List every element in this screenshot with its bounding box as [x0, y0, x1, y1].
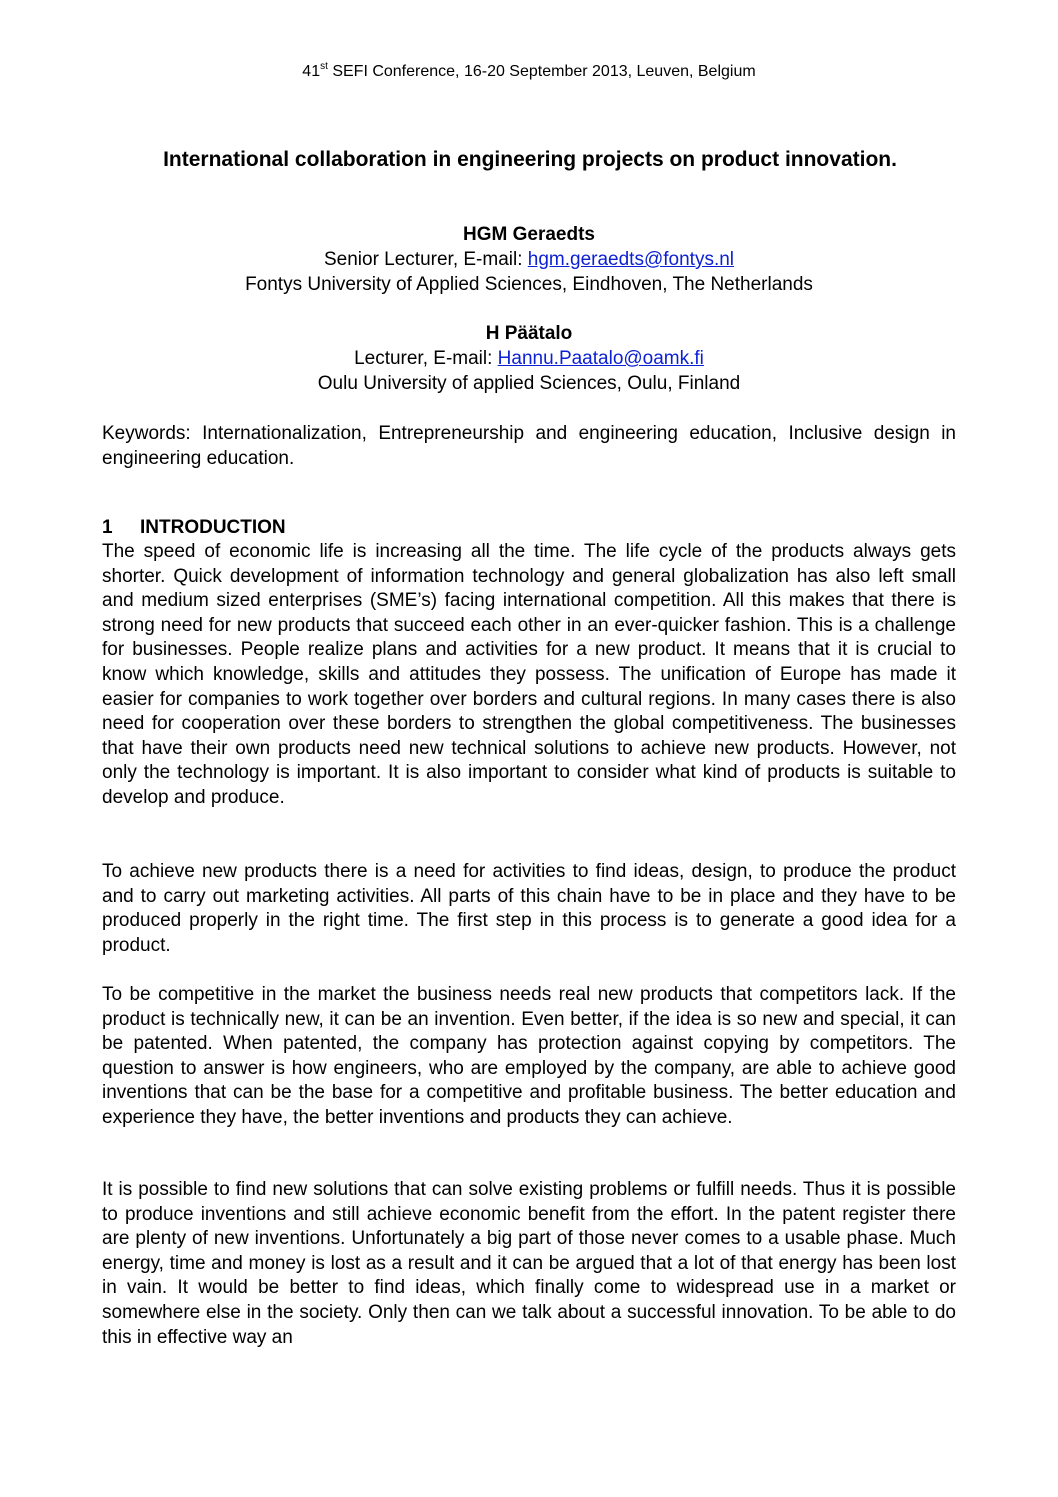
author-affiliation: Fontys University of Applied Sciences, Eindhoven, The Netherlands	[245, 274, 813, 295]
body-paragraph: It is possible to find new solutions that can solve existing problems or fulfill needs. Thus it is possible to produce inventions and still achieve economic benefit from the effort. In the patent register there are plenty of new inventions. Unfortunately a big part of those never comes to a usable phase. Much energy, time and money is lost as a result and it can be argued that a lot of that energy has been lost in vain. It would be better to find ideas, which finally come to widespread use in a market or somewhere else in the society. Only then can we talk about a successful innovation. To be able to do this in effective way an	[102, 1179, 956, 1348]
conference-header	[0, 62, 1058, 82]
author-role: Senior Lecturer, E-mail:	[323, 249, 528, 270]
author-contact	[0, 346, 1058, 371]
author-email-link[interactable]: Hannu.Paatalo@oamk.fi	[497, 348, 704, 369]
section-title: INTRODUCTION	[140, 517, 286, 538]
section-heading	[102, 515, 286, 540]
conference-number: 41	[302, 63, 321, 80]
author-name: H Päätalo	[485, 323, 573, 344]
paper-title: International collaboration in engineering projects on product innovation.	[163, 148, 897, 171]
author-block-1	[0, 222, 1058, 297]
author-contact	[0, 247, 1058, 272]
author-name: HGM Geraedts	[463, 224, 595, 245]
body-paragraph: To achieve new products there is a need for activities to find ideas, design, to produce the product and to carry out marketing activities. All parts of this chain have to be in place and they have to be produced properly in the right time. The first step in this process is to generate a good idea for a product.	[102, 861, 956, 956]
body-paragraph: The speed of economic life is increasing all the time. The life cycle of the products always gets shorter. Quick development of information technology and general globalization has also left small and medium sized enterprises (SME’s) facing international competition. All this makes that there is strong need for new products that succeed each other in an ever-quicker fashion. This is a challenge for businesses. People realize plans and activities for a new product. It means that it is crucial to know which knowledge, skills and attitudes they possess. The unification of Europe has made it easier for companies to work together over borders and cultural regions. In many cases there is also need for cooperation over these borders to strengthen the global competitiveness. The businesses that have their own products need new technical solutions to achieve new products. However, not only the technology is important. It is also important to consider what kind of products is suitable to develop and produce.	[102, 541, 956, 808]
conference-details: SEFI Conference, 16-20 September 2013, Leuven, Belgium	[327, 63, 756, 80]
author-block-2	[0, 321, 1058, 396]
section-number: 1	[102, 517, 113, 538]
author-email-link[interactable]: hgm.geraedts@fontys.nl	[527, 249, 735, 270]
author-role: Lecturer, E-mail:	[354, 348, 498, 369]
conference-number-suffix: st	[320, 60, 328, 72]
body-paragraph: To be competitive in the market the business needs real new products that competitors lack. If the product is technically new, it can be an invention. Even better, if the idea is so new and special, it can be patented. When patented, the company has protection against copying by competitors. The question to answer is how engineers, who are employed by the company, are able to achieve good inventions that can be the base for a competitive and profitable business. The better education and experience they have, the better inventions and products they can achieve.	[102, 984, 956, 1128]
author-affiliation: Oulu University of applied Sciences, Oulu, Finland	[317, 373, 741, 394]
keywords: Keywords: Internationalization, Entrepreneurship and engineering education, Inclusive design in engineering education.	[102, 423, 956, 469]
